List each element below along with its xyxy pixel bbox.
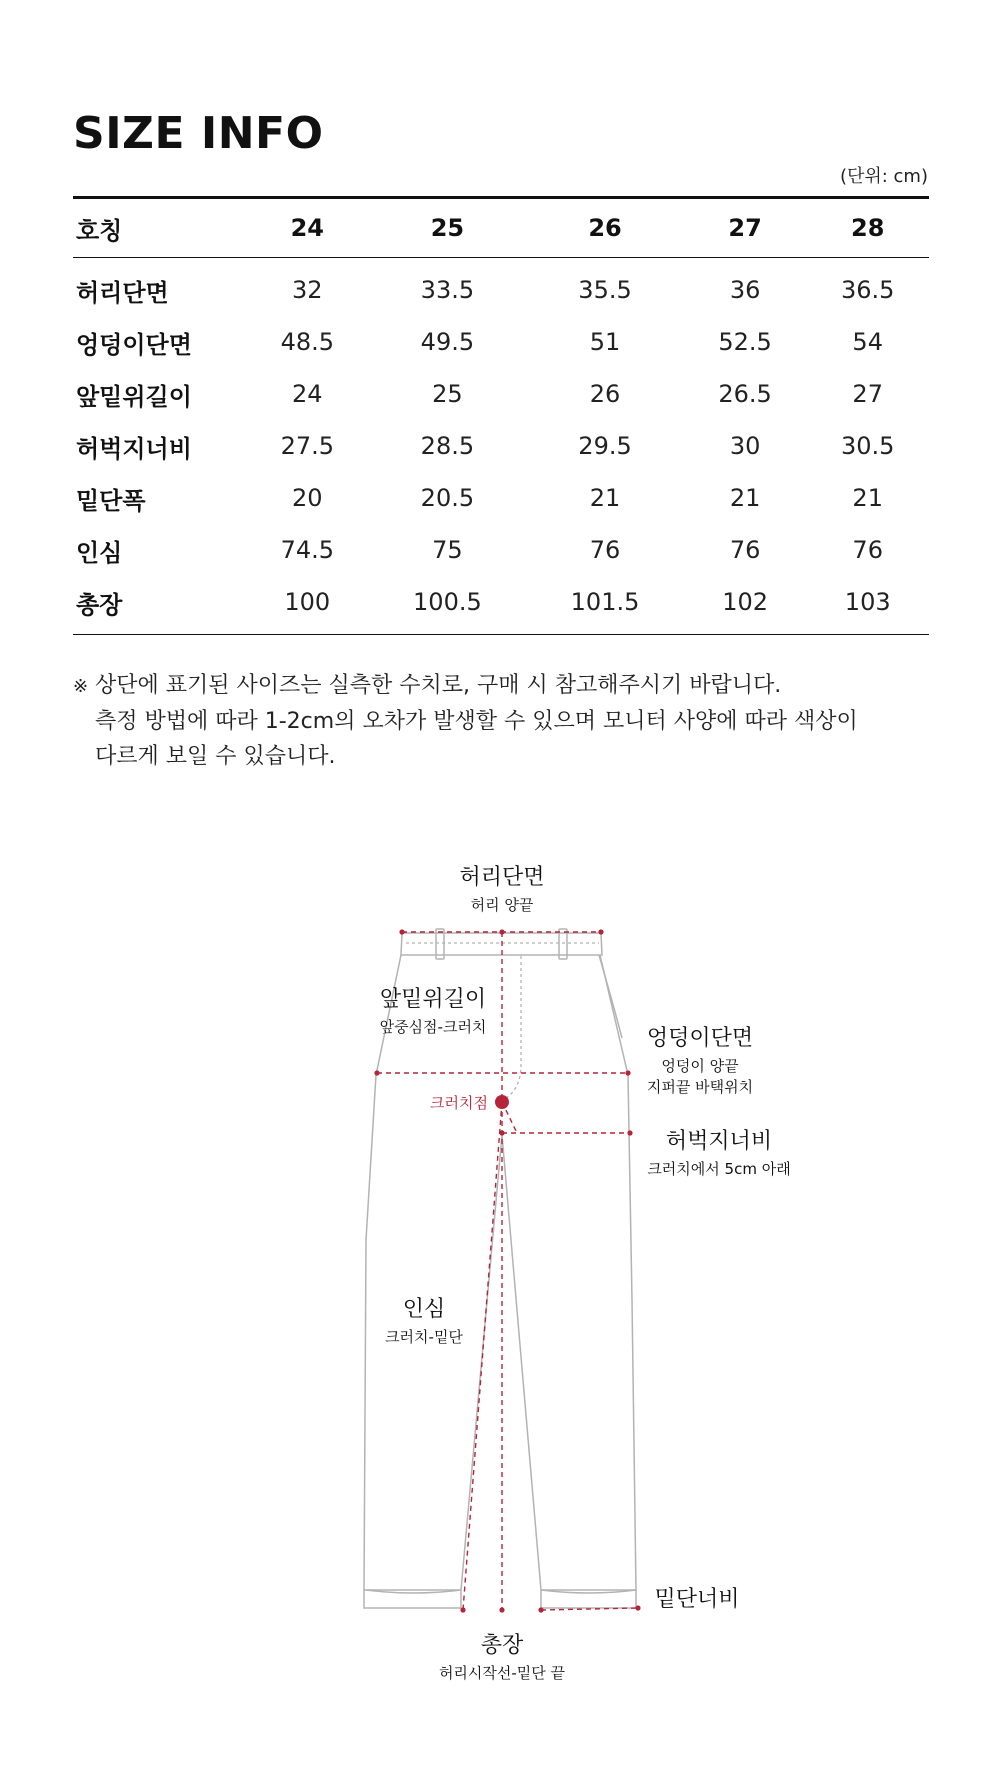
note-line: 다르게 보일 수 있습니다. [95, 744, 336, 769]
note-line: ※ 상단에 표기된 사이즈는 실측한 수치로, 구매 시 참고해주시기 바랍니다. [73, 668, 953, 704]
page-title: SIZE INFO [73, 108, 324, 159]
rise-sub: 앞중심점-크러치 [379, 1018, 487, 1036]
size-value-cell: 29.5 [578, 432, 632, 460]
size-value-cell: 20.5 [420, 484, 475, 512]
size-value-cell: 35.5 [578, 276, 632, 304]
rise-title: 앞밑위길이 [379, 987, 487, 1012]
size-value-cell: 74.5 [280, 536, 334, 564]
size-value-cell: 101.5 [570, 588, 640, 616]
row-label: 밑단폭 [76, 486, 146, 515]
size-value-cell: 24 [292, 380, 323, 408]
row-label: 엉덩이단면 [76, 330, 192, 359]
hip-title: 엉덩이단면 [646, 1026, 754, 1051]
size-value-cell: 51 [589, 328, 621, 356]
header-cell: 26 [526, 198, 684, 258]
header-cell: 호칭 [73, 198, 246, 258]
thigh-sub: 크러치에서 5cm 아래 [647, 1160, 791, 1178]
note-line: 측정 방법에 따라 1-2cm의 오차가 발생할 수 있으며 모니터 사양에 따라 색상이 [95, 709, 858, 734]
size-value-cell: 27.5 [280, 432, 334, 460]
hip-sub-1: 엉덩이 양끝 [661, 1057, 739, 1075]
row-label: 총장 [76, 590, 123, 619]
header-cell: 25 [369, 198, 527, 258]
hem-title: 밑단너비 [654, 1587, 740, 1612]
row-label: 인심 [76, 538, 123, 567]
size-value-cell: 49.5 [420, 328, 475, 356]
note-mark: ※ [73, 676, 89, 697]
size-value-cell: 20 [292, 484, 323, 512]
size-value-cell: 76 [729, 536, 761, 564]
size-value-cell: 25 [432, 380, 463, 408]
size-value-cell: 27 [852, 380, 883, 408]
size-value-cell: 21 [589, 484, 621, 512]
size-value-cell: 26 [589, 380, 621, 408]
row-label: 앞밑위길이 [76, 382, 192, 411]
size-value-cell: 28.5 [420, 432, 475, 460]
size-value-cell: 30.5 [840, 432, 895, 460]
inseam-sub: 크러치-밑단 [385, 1328, 463, 1346]
size-value-cell: 76 [852, 536, 883, 564]
inseam-line [463, 1102, 502, 1610]
size-value-cell: 103 [844, 588, 891, 616]
size-value-cell: 36 [729, 276, 761, 304]
crotch-point-marker [495, 1095, 509, 1109]
size-value-cell: 100.5 [413, 588, 482, 616]
waist-sub: 허리 양끝 [470, 896, 534, 914]
header-cell: 28 [806, 198, 929, 258]
crotch-point-label: 크러치점 [430, 1094, 488, 1112]
size-value-cell: 30 [729, 432, 761, 460]
size-value-cell: 75 [432, 536, 463, 564]
length-title: 총장 [480, 1633, 524, 1658]
size-value-cell: 54 [852, 328, 883, 356]
size-value-cell: 26.5 [718, 380, 772, 408]
size-value-cell: 21 [729, 484, 761, 512]
size-value-cell: 33.5 [420, 276, 475, 304]
size-value-cell: 102 [722, 588, 769, 616]
length-sub: 허리시작선-밑단 끝 [438, 1664, 566, 1682]
row-label: 허리단면 [76, 278, 169, 307]
unit-label: (단위: cm) [839, 166, 928, 187]
waist-title: 허리단면 [459, 865, 545, 890]
size-value-cell: 21 [852, 484, 883, 512]
hip-sub-2: 지퍼끝 바택위치 [646, 1078, 754, 1096]
size-value-cell: 100 [284, 588, 331, 616]
inseam-title: 인심 [402, 1297, 446, 1322]
size-value-cell: 52.5 [718, 328, 772, 356]
thigh-title: 허벅지너비 [665, 1129, 773, 1154]
row-label: 허벅지너비 [76, 434, 192, 463]
size-value-cell: 32 [292, 276, 323, 304]
header-cell: 24 [246, 198, 369, 258]
header-cell: 27 [684, 198, 807, 258]
size-value-cell: 36.5 [840, 276, 895, 304]
size-value-cell: 76 [589, 536, 621, 564]
size-value-cell: 48.5 [280, 328, 334, 356]
